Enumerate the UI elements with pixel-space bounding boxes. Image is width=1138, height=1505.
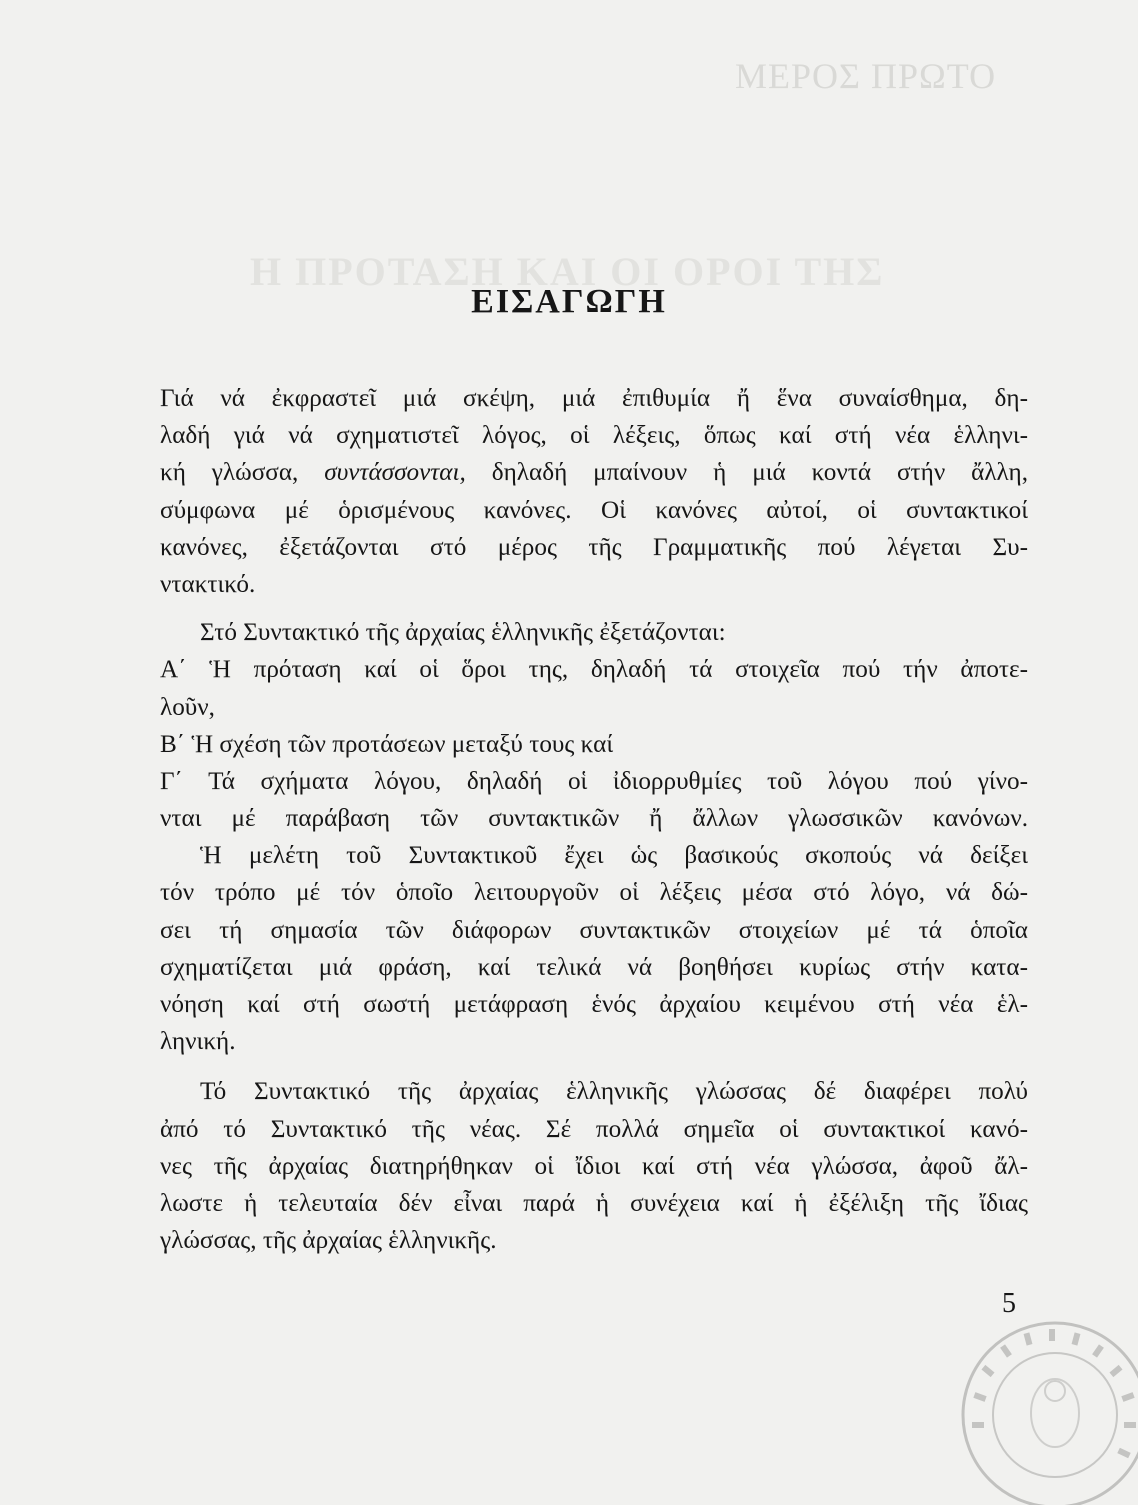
text-line: λοῦν, [160, 693, 215, 721]
text-line: κανόνες, ἐξετάζονται στό μέρος τῆς Γραμματικῆς πού λέγεται Συ- [160, 533, 1028, 561]
text-line: γλώσσας, τῆς ἀρχαίας ἑλληνικῆς. [160, 1227, 497, 1255]
text-line: Ἡ μελέτη τοῦ Συντακτικοῦ ἔχει ὡς βασικούς σκοπούς νά δείξει [200, 842, 1028, 870]
text-line: σύμφωνα μέ ὁρισμένους κανόνες. Οἱ κανόνες αὐτοί, οἱ συντακτικοί [160, 496, 1028, 524]
text-line: σχηματίζεται μιά φράση, καί τελικά νά βοηθήσει κυρίως στήν κατα- [160, 953, 1028, 981]
paragraph-3 [160, 837, 1028, 1060]
show-through-header: ΜΕΡΟΣ ΠΡΩΤΟ [735, 56, 997, 96]
text-line: ντακτικό. [160, 570, 256, 598]
page-title: ΕΙΣΑΓΩΓΗ [471, 283, 667, 320]
text-line: κή γλώσσα, συντάσσονται, δηλαδή μπαίνουν ἡ μιά κοντά στήν ἄλλη, [160, 459, 1028, 487]
page-number: 5 [1002, 1288, 1016, 1319]
text-line: ληνική. [160, 1028, 236, 1056]
text-line: λαδή γιά νά σχηματιστεῖ λόγος, οἱ λέξεις, ὅπως καί στή νέα ἑλληνι- [160, 422, 1028, 450]
emphasis: συντάσσονται, [324, 459, 466, 487]
list-item-a: Α΄ Ἡ πρόταση καί οἱ ὅροι της, δηλαδή τά στοιχεῖα πού τήν ἀποτε- [160, 656, 1028, 684]
paragraph-2 [160, 614, 1028, 837]
text-line: λωστε ἡ τελευταία δέν εἶναι παρά ἡ συνέχεια καί ἡ ἐξέλιξη τῆς ἴδιας [160, 1189, 1028, 1217]
text-line: Στό Συντακτικό τῆς ἀρχαίας ἑλληνικῆς ἐξετάζονται: [200, 619, 726, 647]
text-line: τόν τρόπο μέ τόν ὁποῖο λειτουργοῦν οἱ λέξεις μέσα στό λόγο, νά δώ- [160, 879, 1028, 907]
text-line: νες τῆς ἀρχαίας διατηρήθηκαν οἱ ἴδιοι καί στή νέα γλώσσα, ἀφοῦ ἄλ- [160, 1152, 1028, 1180]
text-line: νόηση καί στή σωστή μετάφραση ἑνός ἀρχαίου κειμένου στή νέα ἑλ- [160, 991, 1028, 1018]
list-item-b: Β΄ Ἡ σχέση τῶν προτάσεων μεταξύ τους καί [160, 730, 614, 758]
library-stamp-icon [945, 1305, 1138, 1505]
text-line: Γιά νά ἐκφραστεῖ μιά σκέψη, μιά ἐπιθυμία ἤ ἕνα συναίσθημα, δη- [160, 385, 1028, 412]
paragraph-1 [160, 380, 1028, 603]
body-text [160, 380, 1028, 1259]
text-line: σει τή σημασία τῶν διάφορων συντακτικῶν στοιχείων μέ τά ὁποῖα [160, 916, 1028, 944]
paragraph-4 [160, 1073, 1028, 1259]
list-item-c: Γ΄ Τά σχήματα λόγου, δηλαδή οἱ ἰδιορρυθμίες τοῦ λόγου πού γίνο- [160, 767, 1028, 795]
show-through-chapter: Η ΠΡΟΤΑΣΗ ΚΑΙ ΟΙ ΟΡΟΙ ΤΗΣ [250, 249, 885, 294]
text-line: νται μέ παράβαση τῶν συντακτικῶν ἤ ἄλλων γλωσσικῶν κανόνων. [160, 805, 1028, 833]
text-line: ἀπό τό Συντακτικό τῆς νέας. Σέ πολλά σημεῖα οἱ συντακτικοί κανό- [160, 1115, 1028, 1143]
text-line: Τό Συντακτικό τῆς ἀρχαίας ἑλληνικῆς γλώσσας δέ διαφέρει πολύ [200, 1078, 1028, 1106]
